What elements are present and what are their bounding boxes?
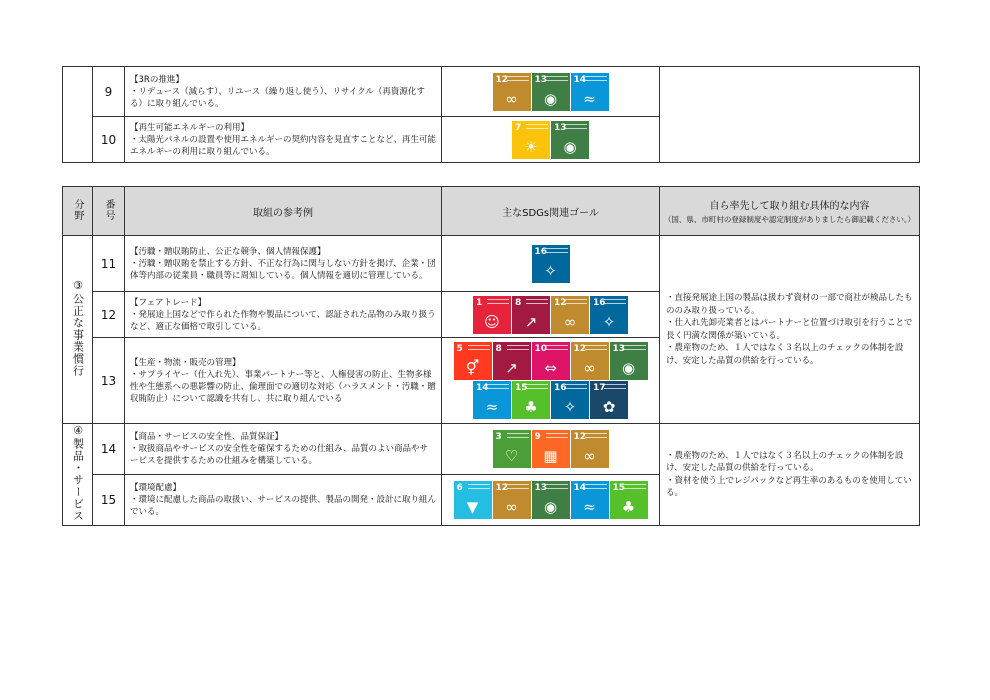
sdg-goal-16-icon <box>590 296 628 334</box>
header-concrete <box>660 187 920 236</box>
sdg-goal-caption <box>507 76 529 81</box>
sdg-goal-13-icon <box>551 121 589 159</box>
sdg-goal-caption <box>546 76 568 81</box>
sdg-goal-caption <box>546 248 568 253</box>
sdg-goal-caption <box>487 299 509 304</box>
row-number: 10 <box>93 117 125 163</box>
row-text: ・リデュース（減らす）、リユース（繰り返し使う）、リサイクル（再資源化する）に取り組んでいる。 <box>130 86 425 109</box>
sdg-goal-7-icon <box>512 121 550 159</box>
row-title: 【再生可能エネルギーの利用】 <box>130 122 250 133</box>
row-description <box>125 424 442 475</box>
field-cell-empty <box>63 67 93 163</box>
concrete-line: ・農産物のため、１人ではなく３名以上のチェックの体制を設け、安定した品質の供給を行っている。 <box>666 343 904 366</box>
eye-globe-icon: ◉ <box>621 359 636 377</box>
sdg-goal-14-icon <box>473 381 511 419</box>
row-number: 13 <box>93 338 125 424</box>
sdg-goal-13-icon <box>532 481 570 519</box>
rings-icon: ✿ <box>602 398 616 416</box>
sdg-goal-caption <box>546 484 568 489</box>
field-fair-business: ③公正な事業慣行 <box>63 236 93 424</box>
dove-icon: ✧ <box>563 398 577 416</box>
sdg-goals-cell <box>442 236 660 292</box>
sdg-goals-cell <box>442 424 660 475</box>
sdg-goal-caption <box>624 484 646 489</box>
dove-icon: ✧ <box>544 261 557 280</box>
sdg-goal-8-icon <box>512 296 550 334</box>
row-text: ・取扱商品やサービスの安全性を確保するための仕組み、品質のよい商品やサービスを提供するための仕組みを構築している。 <box>130 444 429 466</box>
row-text: ・汚職・贈収賄を禁止する方針、不正な行為に関与しない方針を掲げ、企業・団体等内部の従業員・職員等に周知している。個人情報を適切に管理している。 <box>130 258 436 281</box>
sdg-goal-12-icon <box>493 73 531 111</box>
sdg-goal-number: 12 <box>573 432 587 442</box>
people-icon: ☺ <box>484 312 500 331</box>
row-description <box>125 338 442 424</box>
sdg-goal-caption <box>507 484 529 489</box>
row-number: 12 <box>93 292 125 338</box>
infinity-icon: ∞ <box>583 447 596 465</box>
sdg-goal-12-icon <box>571 342 609 380</box>
sdg-goal-number: 14 <box>573 483 587 493</box>
sdg-goal-number: 13 <box>554 122 567 133</box>
table-row <box>63 67 920 117</box>
sdg-goal-number: 15 <box>612 483 626 493</box>
sdg-goal-caption <box>565 384 587 389</box>
sdg-goal-caption <box>585 484 607 489</box>
sdg-goal-number: 1 <box>476 297 483 308</box>
sdg-goal-number: 9 <box>534 432 541 442</box>
concrete-line: ・仕入れ先卸売業者とはパートナーと位置づけ取引を行うことで長く円満な関係が築いている。 <box>666 318 913 341</box>
sdg-goal-caption <box>507 433 529 438</box>
sdg-goal-caption <box>604 299 626 304</box>
sdg-goals-cell <box>442 338 660 424</box>
sdgs-table-continued <box>62 66 920 163</box>
sdg-goal-number: 16 <box>593 297 606 308</box>
sdg-goals-cell <box>442 117 660 163</box>
cubes-icon: ▦ <box>543 447 558 465</box>
sdg-goal-caption <box>585 345 607 350</box>
concrete-content-cell <box>660 424 920 526</box>
sdgs-table <box>62 186 920 526</box>
sdg-goal-caption <box>624 345 646 350</box>
sdg-goals-cell <box>442 475 660 526</box>
sdg-goal-10-icon <box>532 342 570 380</box>
fish-icon: ≈ <box>583 89 596 108</box>
concrete-line: ・農産物のため、１人ではなく３名以上のチェックの体制を設け、安定した品質の供給を行っている。 <box>666 450 904 473</box>
sdg-goal-number: 6 <box>456 483 463 493</box>
sdg-goal-number: 13 <box>534 483 548 493</box>
sdg-goal-6-icon <box>454 481 492 519</box>
infinity-icon: ∞ <box>583 359 596 377</box>
sdg-goal-number: 3 <box>495 432 502 442</box>
sdg-goal-caption <box>526 384 548 389</box>
row-number: 14 <box>93 424 125 475</box>
row-title: 【汚職・贈収賄防止、公正な競争、個人情報保護】 <box>130 246 326 257</box>
row-number: 9 <box>93 67 125 117</box>
row-description <box>125 475 442 526</box>
sdg-goal-3-icon <box>493 430 531 468</box>
row-text: ・発展途上国などで作られた作物や製品について、認証された品物のみ取り扱うなど、適正な価格で取引している。 <box>130 309 436 332</box>
sdg-goal-number: 13 <box>534 74 548 85</box>
sdg-goal-number: 10 <box>534 344 548 354</box>
sdg-goal-number: 7 <box>515 122 522 133</box>
water-drop-icon: ▼ <box>466 498 479 516</box>
tree-icon: ♣ <box>524 398 538 416</box>
row-description <box>125 236 442 292</box>
dove-icon: ✧ <box>602 312 616 331</box>
sdg-goal-number: 5 <box>456 344 463 354</box>
concrete-line: ・直接発展途上国の製品は扱わず資材の一部で商社が検品したもののみ取り扱っている。 <box>666 293 913 316</box>
heartbeat-icon: ♡ <box>504 447 519 465</box>
growth-chart-icon: ↗ <box>524 312 538 331</box>
infinity-icon: ∞ <box>505 498 518 516</box>
row-text: ・太陽光パネルの設置や使用エネルギーの契約内容を見直すことなど、再生可能エネルギーの利用に取り組んでいる。 <box>130 134 437 157</box>
row-description <box>125 117 442 163</box>
sdg-goal-caption <box>526 299 548 304</box>
row-title: 【3Rの推進】 <box>130 74 184 85</box>
sdg-goal-caption <box>546 433 568 438</box>
sdg-goal-number: 15 <box>515 383 528 393</box>
row-title: 【環境配慮】 <box>130 483 182 493</box>
sdg-goal-caption <box>468 484 490 489</box>
sdg-goal-12-icon <box>493 481 531 519</box>
sdg-goal-number: 14 <box>476 383 489 393</box>
sdg-goal-5-icon <box>454 342 492 380</box>
row-description <box>125 292 442 338</box>
sdg-goal-caption <box>507 345 529 350</box>
sdg-goal-number: 17 <box>593 383 606 393</box>
field-products-services: ④製品・サービス <box>63 424 93 526</box>
sdg-goal-number: 13 <box>612 344 626 354</box>
sdg-goal-caption <box>468 345 490 350</box>
sdg-goal-16-icon <box>532 245 570 283</box>
concrete-line: ・資材を使う上でレジパックなど再生率のあるものを使用している。 <box>666 475 912 498</box>
header-concrete-note: （国、県、市町村の登録制度や認定制度がありましたら御記載ください。） <box>663 215 916 224</box>
fish-icon: ≈ <box>583 498 596 516</box>
sdg-goal-number: 16 <box>534 246 548 257</box>
eye-globe-icon: ◉ <box>563 137 577 156</box>
sdg-goal-caption <box>585 76 607 81</box>
tree-icon: ♣ <box>621 498 636 516</box>
table-row <box>63 236 920 292</box>
row-number: 15 <box>93 475 125 526</box>
header-sdgs: 主なSDGs関連ゴール <box>442 187 660 236</box>
sdg-goal-caption <box>565 299 587 304</box>
header-number: 番号 <box>93 187 125 236</box>
sdg-goal-number: 16 <box>554 383 567 393</box>
gender-icon: ⚥ <box>465 359 480 377</box>
sdg-goal-number: 8 <box>515 297 522 308</box>
sdg-goal-number: 14 <box>573 74 587 85</box>
equality-icon: ⇔ <box>544 359 557 377</box>
sdg-goal-number: 12 <box>573 344 587 354</box>
sdg-goal-15-icon <box>512 381 550 419</box>
sdg-goal-16-icon <box>551 381 589 419</box>
sdg-goal-12-icon <box>571 430 609 468</box>
sdg-goal-9-icon <box>532 430 570 468</box>
sdg-goal-caption <box>487 384 509 389</box>
table-header-row <box>63 187 920 236</box>
sdg-goal-caption <box>585 433 607 438</box>
table-row <box>63 424 920 475</box>
sdg-goal-number: 12 <box>554 297 567 308</box>
sdg-goal-15-icon <box>610 481 648 519</box>
eye-globe-icon: ◉ <box>543 498 558 516</box>
sdg-goal-number: 12 <box>495 483 509 493</box>
sdg-goal-14-icon <box>571 481 609 519</box>
growth-chart-icon: ↗ <box>505 359 518 377</box>
concrete-content-cell <box>660 236 920 424</box>
sdg-goal-13-icon <box>610 342 648 380</box>
row-text: ・環境に配慮した商品の取扱い、サービスの提供、製品の開発・設計に取り組んでいる。 <box>130 495 437 517</box>
row-text: ・サプライヤー（仕入れ先）、事業パートナー等と、人権侵害の防止、生物多様性や生態系への悪影響の防止、倫理面での適切な対応（ハラスメント・汚職・贈収賄防止）について認識を共有し、共に取り組んでいる <box>130 369 436 404</box>
sdg-goals-cell <box>442 292 660 338</box>
sdg-goal-caption <box>604 384 626 389</box>
row-number: 11 <box>93 236 125 292</box>
row-description <box>125 67 442 117</box>
sdg-goal-number: 12 <box>495 74 509 85</box>
row-title: 【フェアトレード】 <box>130 297 207 308</box>
sdg-goal-caption <box>546 345 568 350</box>
header-concrete-title: 自ら率先して取り組む具体的な内容 <box>709 201 870 212</box>
concrete-content-cell <box>660 67 920 163</box>
sdg-goal-number: 8 <box>495 344 502 354</box>
eye-globe-icon: ◉ <box>543 89 558 108</box>
sdg-goal-12-icon <box>551 296 589 334</box>
sdg-goal-17-icon <box>590 381 628 419</box>
fish-icon: ≈ <box>485 398 499 416</box>
infinity-icon: ∞ <box>563 312 577 331</box>
header-example: 取組の参考例 <box>125 187 442 236</box>
sdg-goal-caption <box>565 124 587 129</box>
sun-icon: ☀ <box>524 137 538 156</box>
infinity-icon: ∞ <box>505 89 518 108</box>
header-field: 分野 <box>63 187 93 236</box>
sdg-goal-13-icon <box>532 73 570 111</box>
row-title: 【生産・物流・販売の管理】 <box>130 357 241 368</box>
sdg-goal-1-icon <box>473 296 511 334</box>
sdg-goal-caption <box>526 124 548 129</box>
sdg-goal-8-icon <box>493 342 531 380</box>
sdg-goals-cell <box>442 67 660 117</box>
row-title: 【商品・サービスの安全性、品質保証】 <box>130 432 284 442</box>
sdg-goal-14-icon <box>571 73 609 111</box>
